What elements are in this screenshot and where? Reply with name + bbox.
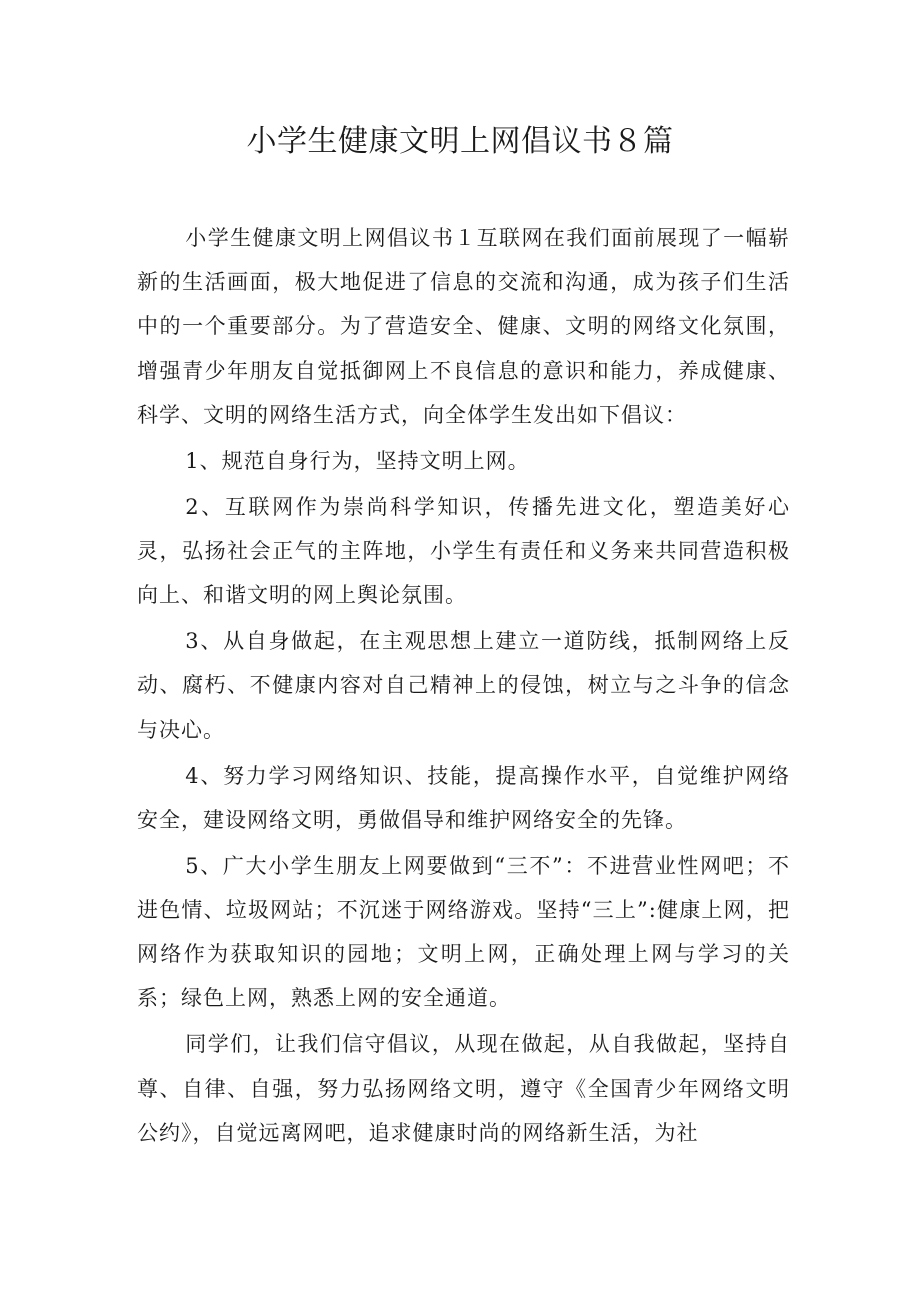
paragraph-item-3: 3、从自身做起，在主观思想上建立一道防线，抵制网络上反动、腐朽、不健康内容对自己精神上的侵蚀，树立与之斗争的信念与决心。 (137, 629, 790, 742)
paragraph-item-4: 4、努力学习网络知识、技能，提高操作水平，自觉维护网络安全，建设网络文明，勇做倡导和维护网络安全的先锋。 (137, 763, 790, 832)
document-body (137, 216, 790, 1157)
paragraph-item-2: 2、互联网作为崇尚科学知识，传播先进文化，塑造美好心灵，弘扬社会正气的主阵地，小学生有责任和义务来共同营造积极向上、和谐文明的网上舆论氛围。 (137, 494, 790, 608)
paragraph-closing: 同学们，让我们信守倡议，从现在做起，从自我做起，坚持自尊、自律、自强，努力弘扬网络文明，遵守《全国青少年网络文明公约》，自觉远离网吧，追求健康时尚的网络新生活，为社 (137, 1032, 790, 1145)
document-title: 小学生健康文明上网倡议书８篇 (246, 124, 674, 159)
paragraph-item-5: 5、广大小学生朋友上网要做到“三不”：不进营业性网吧；不进色情、垃圾网站；不沉迷于网络游戏。坚持“三上”:健康上网，把网络作为获取知识的园地；文明上网，正确处理上网与学习的关系；绿色上网，熟悉上网的安全通道。 (137, 853, 790, 1011)
paragraph-item-1: 1、规范自身行为，坚持文明上网。 (185, 448, 530, 473)
paragraph-intro: 小学生健康文明上网倡议书１互联网在我们面前展现了一幅崭新的生活画面，极大地促进了信息的交流和沟通，成为孩子们生活中的一个重要部分。为了营造安全、健康、文明的网络文化氛围，增强青少年朋友自觉抵御网上不良信息的意识和能力，养成健康、科学、文明的网络生活方式，向全体学生发出如下倡议： (137, 226, 790, 427)
